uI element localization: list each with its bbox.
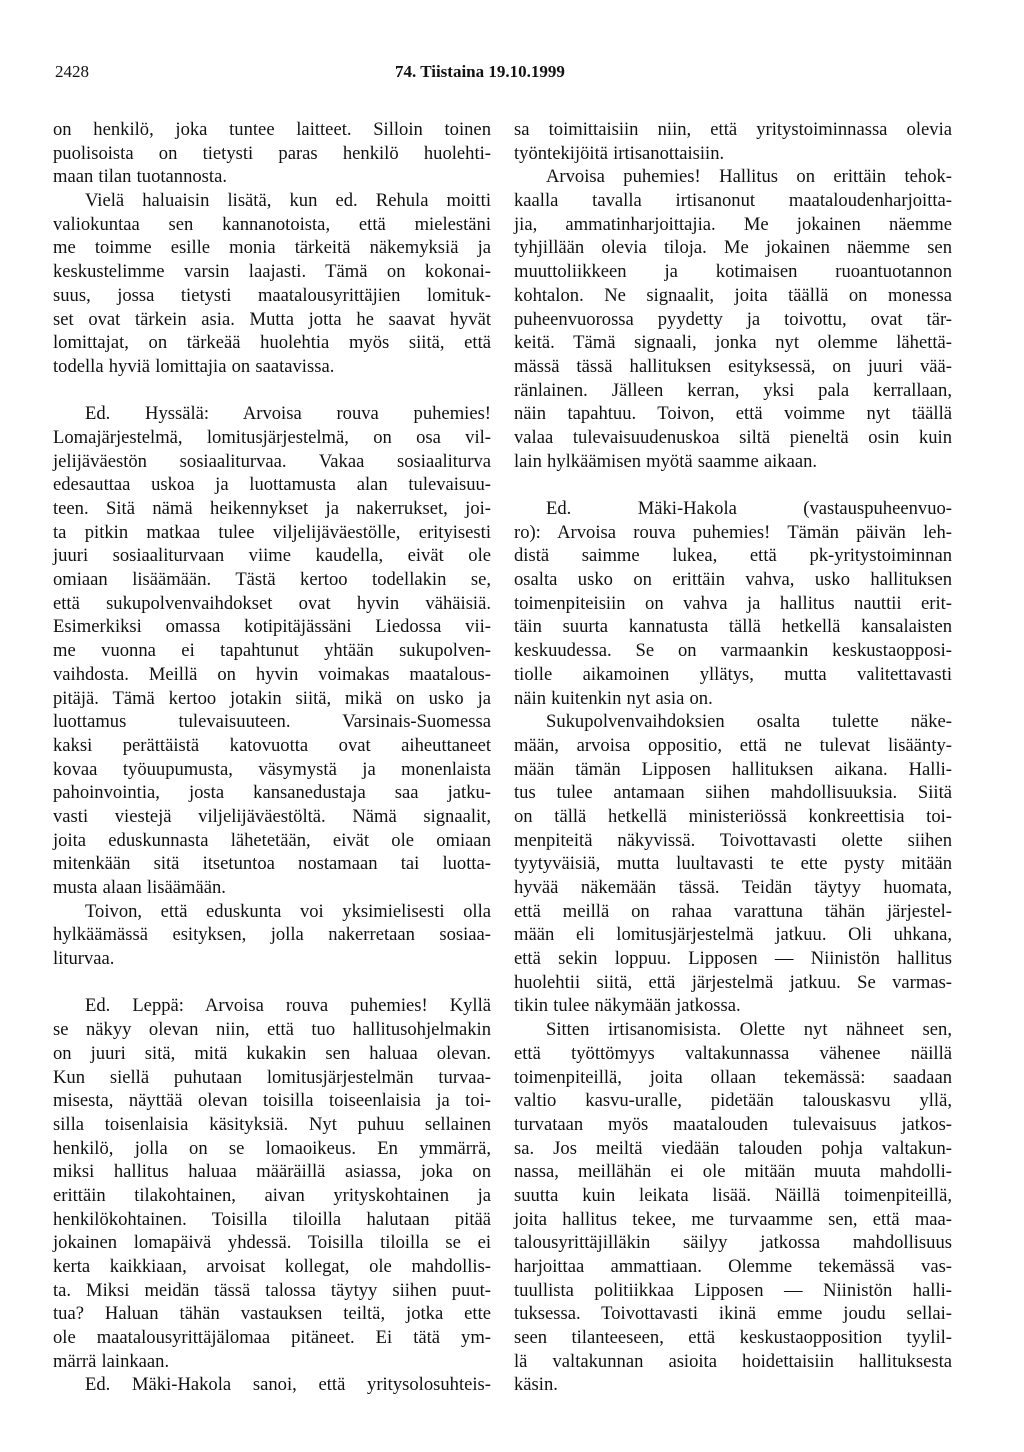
- text-line: henkilö, jolla on se lomaoikeus. En ymmärrä,: [53, 1137, 491, 1159]
- text-line: toimenpiteisiin on vahva ja hallitus nauttii erit-: [514, 592, 952, 614]
- text-line: pahoinvointia, josta kansanedustaja saa jatku-: [53, 782, 491, 804]
- text-line: on juuri sitä, mitä kukakin sen haluaa olevan.: [53, 1042, 491, 1064]
- text-line: kaksi perättäistä katovuotta ovat aiheuttaneet: [53, 734, 491, 756]
- text-line: osalta usko on erittäin vahva, usko hallituksen: [514, 569, 952, 591]
- text-line: luottamus tulevaisuuteen. Varsinais-Suomessa: [53, 711, 491, 733]
- text-line: että työttömyys valtakunnassa vähenee näillä: [514, 1042, 952, 1064]
- text-line: liturvaa.: [53, 948, 115, 970]
- text-line: että meillä on rahaa varattuna tähän järjestel-: [514, 900, 952, 922]
- text-line: vasti viestejä viljelijäväestöltä. Nämä signaalit,: [53, 805, 491, 827]
- text-line: märrä lainkaan.: [53, 1350, 170, 1372]
- text-line: että sukupolvenvaihdokset ovat hyvin vähäisiä.: [53, 592, 491, 614]
- text-line: erittäin tilakohtainen, aivan yrityskohtainen ja: [53, 1184, 491, 1206]
- text-line: Sukupolvenvaihdoksien osalta tulette näke-: [546, 711, 952, 733]
- text-line: tus tulee antamaan siihen mahdollisuuksia. Siitä: [514, 782, 952, 804]
- text-line: täin suurta kannatusta tällä hetkellä kansalaisten: [514, 616, 952, 638]
- text-line: lain hylkäämisen myötä saamme aikaan.: [514, 450, 818, 472]
- text-line: huolehtii siitä, että järjestelmä jatkuu. Se varmas-: [514, 971, 952, 993]
- page-number: 2428: [55, 62, 89, 81]
- text-line: joita eduskunnasta lähetetään, eivät ole omiaan: [53, 829, 491, 851]
- text-line: ta. Miksi meidän tässä talossa täytyy siihen puut-: [53, 1279, 491, 1301]
- text-line: puolisoista on tietysti paras henkilö huolehti-: [53, 142, 491, 164]
- text-line: sa toimittaisiin niin, että yritystoiminnassa olevia: [514, 119, 952, 140]
- paragraph-gap: [53, 379, 491, 403]
- text-line: Arvoisa puhemies! Hallitus on erittäin tehok-: [546, 166, 952, 188]
- text-line: me toimme esille monia tärkeitä näkemyksiä ja: [53, 237, 491, 259]
- text-line: mään, arvoisa oppositio, että ne tulevat lisäänty-: [514, 734, 952, 756]
- text-line: valaa tulevaisuudenuskoa siltä pieneltä osin kuin: [514, 426, 952, 448]
- text-line: jelijäväestön sosiaaliturvaa. Vakaa sosiaaliturva: [53, 450, 491, 472]
- paragraph-gap: [514, 473, 952, 497]
- text-line: jokainen lomapäivä yhdessä. Toisilla tiloilla se ei: [53, 1232, 491, 1254]
- text-line: juuri sosiaaliturvaan viime kaudella, eivät ole: [53, 545, 491, 567]
- text-line: tua? Haluan tähän vastauksen teiltä, jotka ette: [53, 1303, 491, 1325]
- text-line: keskuudessa. Se on varmaankin keskustaopposi-: [514, 640, 952, 662]
- text-line: valtio kasvu-uralle, pidetään talouskasvu yllä,: [514, 1090, 952, 1112]
- text-line: kohtalon. Ne signaalit, joita täällä on monessa: [514, 284, 952, 306]
- session-title: 74. Tiistaina 19.10.1999: [395, 62, 565, 81]
- text-line: joita hallitus tekee, me turvaamme sen, että maa-: [514, 1208, 952, 1230]
- text-line: ole maatalousyrittäjälomaa pitäneet. Ei tätä ym-: [53, 1327, 491, 1349]
- text-line: todella hyviä lomittajia on saatavissa.: [53, 355, 335, 377]
- left-column: [53, 118, 491, 1397]
- text-line: käsin.: [514, 1374, 558, 1396]
- text-line: Vielä haluaisin lisätä, kun ed. Rehula moitti: [85, 190, 491, 212]
- text-line: kerta kaikkiaan, arvoisat kollegat, ole mahdollis-: [53, 1256, 491, 1277]
- text-line: Sitten irtisanomisista. Olette nyt nähneet sen,: [546, 1019, 952, 1041]
- text-line: ta pitkin matkaa tulee viljelijäväestölle, erityisesti: [53, 521, 491, 543]
- text-line: hyvää näkemään tässä. Teidän täytyy huomata,: [514, 877, 952, 898]
- text-line: vaihdosta. Meillä on hyvin voimakas maatalous-: [53, 663, 491, 685]
- text-line: se näkyy olevan niin, että tuo hallitusohjelmakin: [53, 1019, 491, 1041]
- text-line: suutta kuin leikata lisää. Näillä toimenpiteillä,: [514, 1184, 952, 1206]
- text-line: sa. Jos meiltä viedään talouden pohja valtakun-: [514, 1137, 952, 1159]
- text-line: hylkäämässä esityksen, jolla nakerretaan sosiaa-: [53, 924, 491, 946]
- text-line: Ed. Mäki-Hakola sanoi, että yritysolosuhteis-: [85, 1374, 491, 1396]
- right-column: [514, 118, 952, 1397]
- text-line: ränlainen. Jälleen kerran, yksi pala kerrallaan,: [514, 379, 952, 401]
- text-line: distä saimme lukea, että pk-yritystoiminnan: [514, 545, 952, 567]
- text-line: tyhjillään olevia tiloja. Me jokainen näemme sen: [514, 237, 952, 259]
- text-line: puheenvuorossa pyydetty ja toivottu, ovat tär-: [514, 308, 952, 330]
- paragraph-gap: [53, 971, 491, 995]
- text-line: me vuonna ei tapahtunut yhtään sukupolven-: [53, 640, 491, 662]
- text-line: mään tämän Lipposen hallituksen aikana. Halli-: [514, 758, 952, 780]
- text-line: set ovat tärkein asia. Mutta jotta he saavat hyvät: [53, 308, 491, 330]
- text-line: miksi hallitus haluaa määräillä asiassa, joka on: [53, 1161, 491, 1183]
- text-line: maan tilan tuotannosta.: [53, 166, 227, 188]
- text-line: Ed. Hyssälä: Arvoisa rouva puhemies!: [85, 403, 491, 425]
- text-line: lä valtakunnan asioita hoidettaisiin hallituksesta: [514, 1350, 952, 1372]
- text-line: turvataan myös maatalouden tulevaisuus jatkos-: [514, 1113, 952, 1135]
- text-line: valiokuntaa sen kannanotoista, että mielestäni: [53, 213, 491, 235]
- text-line: musta alaan lisäämään.: [53, 877, 226, 898]
- text-line: kaalla tavalla irtisanonut maataloudenharjoitta-: [514, 190, 952, 212]
- page-header: [55, 62, 970, 88]
- text-line: ro): Arvoisa rouva puhemies! Tämän päivän leh-: [514, 521, 952, 543]
- text-line: Ed. Leppä: Arvoisa rouva puhemies! Kyllä: [85, 995, 491, 1017]
- text-line: muuttoliikkeen ja kotimaisen ruoantuotannon: [514, 261, 952, 283]
- text-line: pitäjä. Tämä kertoo jotakin siitä, mikä on usko ja: [53, 687, 491, 709]
- text-line: Toivon, että eduskunta voi yksimielisesti olla: [85, 900, 491, 922]
- text-line: mitenkään sitä itsetuntoa nostamaan tai luotta-: [53, 853, 491, 875]
- text-line: Ed. Mäki-Hakola (vastauspuheenvuo-: [546, 498, 952, 519]
- text-line: että sekin loppuu. Lipposen — Niinistön hallitus: [514, 948, 952, 970]
- text-line: kovaa työuupumusta, väsymystä ja monenlaista: [53, 758, 491, 780]
- text-line: misesta, näyttää olevan toisilla toiseenlaisia ja toi-: [53, 1090, 491, 1112]
- text-line: tiolle aikamoinen yllätys, mutta valitettavasti: [514, 663, 952, 685]
- text-line: harjoittaa ammattiaan. Olemme tekemässä vas-: [514, 1256, 952, 1277]
- text-line: Lomajärjestelmä, lomitusjärjestelmä, on osa vil-: [53, 426, 491, 448]
- text-line: tyytyväisiä, mutta luultavasti te ette pysty mitään: [514, 853, 952, 875]
- text-line: henkilökohtainen. Toisilla tiloilla halutaan pitää: [53, 1208, 491, 1230]
- text-line: omiaan lisäämään. Tästä kertoo todellakin se,: [53, 569, 491, 591]
- text-line: keskustelimme varsin laajasti. Tämä on kokonai-: [53, 261, 491, 283]
- text-line: näin kuitenkin nyt asia on.: [514, 687, 713, 709]
- text-line: tuksessa. Toivottavasti ikinä emme joudu sellai-: [514, 1303, 952, 1325]
- text-line: on tällä hetkellä ministeriössä konkreettisia toi-: [514, 805, 952, 827]
- text-line: tikin tulee näkymään jatkossa.: [514, 995, 741, 1017]
- text-line: on henkilö, joka tuntee laitteet. Silloin toinen: [53, 119, 491, 140]
- text-line: tuullista politiikkaa Lipposen — Niinistön halli-: [514, 1279, 952, 1301]
- text-line: nassa, meillähän ei ole mitään muuta mahdolli-: [514, 1161, 952, 1183]
- text-line: keitä. Tämä signaali, jonka nyt olemme lähettä-: [514, 332, 952, 354]
- text-line: mässä tässä hallituksen esityksessä, on juuri vää-: [514, 355, 952, 377]
- text-line: teen. Sitä nämä heikennykset ja nakerrukset, joi-: [53, 498, 491, 519]
- text-line: edesauttaa uskoa ja luottamusta alan tulevaisuu-: [53, 474, 491, 496]
- text-line: Esimerkiksi omassa kotipitäjässäni Liedossa vii-: [53, 616, 491, 638]
- text-line: mään eli lomitusjärjestelmä jatkuu. Oli uhkana,: [514, 924, 952, 946]
- text-line: talousyrittäjilläkin säilyy jatkossa mahdollisuus: [514, 1232, 952, 1254]
- text-line: Kun siellä puhutaan lomitusjärjestelmän turvaa-: [53, 1066, 491, 1088]
- text-line: työntekijöitä irtisanottaisiin.: [514, 142, 725, 164]
- text-line: lomittajat, on tärkeää huolehtia myös siitä, että: [53, 332, 491, 354]
- text-line: jia, ammatinharjoittajia. Me jokainen näemme: [514, 213, 952, 235]
- text-line: silla toisenlaisia käsityksiä. Nyt puhuu sellainen: [53, 1113, 491, 1135]
- text-line: menpiteitä näkyvissä. Toivottavasti olette siihen: [514, 829, 952, 851]
- text-line: toimenpiteillä, joita ollaan tekemässä: saadaan: [514, 1066, 952, 1088]
- text-line: näin tapahtuu. Toivon, että voimme nyt täällä: [514, 403, 952, 425]
- text-line: suus, jossa tietysti maatalousyrittäjien lomituk-: [53, 284, 491, 306]
- text-line: seen tilanteeseen, että keskustaopposition tyylil-: [514, 1327, 952, 1349]
